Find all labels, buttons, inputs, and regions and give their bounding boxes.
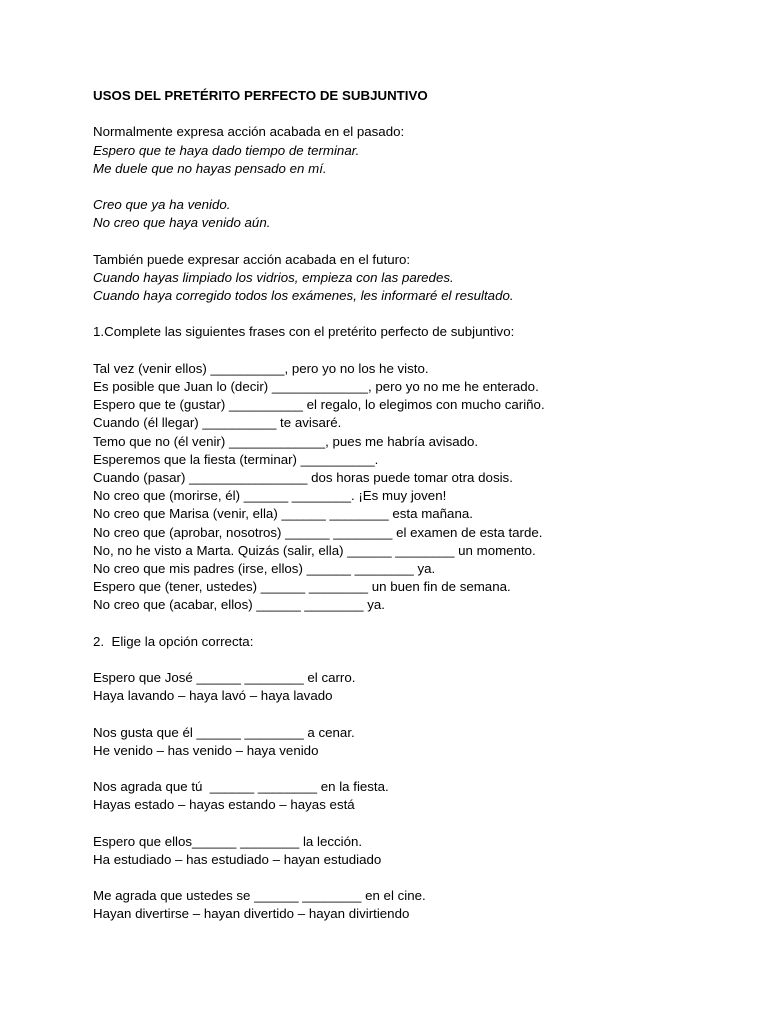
exercise1-item: Espero que te (gustar) __________ el regalo, lo elegimos con mucho cariño. (93, 397, 545, 413)
spacer (93, 815, 733, 833)
exercise1-item: Es posible que Juan lo (decir) _____________, pero yo no me he enterado. (93, 379, 539, 394)
exercise1-item: Tal vez (venir ellos) __________, pero yo no los he visto. (93, 360, 429, 376)
past-usage-heading: Normalmente expresa acción acabada en el pasado: (93, 124, 405, 140)
exercise2-sentence: Me agrada que ustedes se ______ ________ en el cine. (93, 888, 426, 904)
exercise1-item: Temo que no (él venir) _____________, pues me habría avisado. (93, 433, 479, 449)
exercise2-options: Haya lavando – haya lavó – haya lavado (93, 688, 333, 704)
example-sentence: No creo que haya venido aún. (93, 215, 271, 231)
future-usage-heading: También puede expresar acción acabada en el futuro: (93, 251, 411, 267)
spacer (93, 305, 733, 323)
spacer (93, 614, 733, 632)
exercise1-item: Espero que (tener, ustedes) ______ ________ un buen fin de semana. (93, 579, 511, 595)
spacer (93, 651, 733, 669)
spacer (93, 342, 733, 360)
spacer (93, 705, 733, 723)
exercise2-sentence: Nos agrada que tú ______ ________ en la fiesta. (93, 779, 389, 795)
exercise1-item: Cuando (pasar) ________________ dos horas puede tomar otra dosis. (93, 469, 513, 485)
document-body (93, 87, 733, 924)
exercise1-item: Cuando (él llegar) __________ te avisaré. (93, 415, 342, 431)
page-title: USOS DEL PRETÉRITO PERFECTO DE SUBJUNTIVO (93, 88, 428, 103)
exercise1-item: Esperemos que la fiesta (terminar) __________. (93, 451, 379, 467)
exercise2-sentence: Espero que José ______ ________ el carro. (93, 670, 356, 685)
exercise1-item: No creo que (acabar, ellos) ______ ________ ya. (93, 597, 385, 613)
exercise2-heading: 2. Elige la opción correcta: (93, 633, 254, 649)
exercise2-options: Hayan divertirse – hayan divertido – hayan divirtiendo (93, 906, 410, 922)
exercise1-item: No, no he visto a Marta. Quizás (salir, ella) ______ ________ un momento. (93, 542, 536, 558)
spacer (93, 869, 733, 887)
exercise1-item: No creo que Marisa (venir, ella) ______ ________ esta mañana. (93, 506, 473, 522)
example-sentence: Espero que te haya dado tiempo de terminar. (93, 142, 360, 158)
exercise2-sentence: Nos gusta que él ______ ________ a cenar. (93, 724, 355, 740)
example-sentence: Me duele que no hayas pensado en mí. (93, 160, 327, 176)
spacer (93, 233, 733, 251)
exercise1-item: No creo que (aprobar, nosotros) ______ ________ el examen de esta tarde. (93, 524, 543, 540)
spacer (93, 178, 733, 196)
example-sentence: Creo que ya ha venido. (93, 197, 231, 213)
spacer (93, 760, 733, 778)
exercise1-heading: 1.Complete las siguientes frases con el pretérito perfecto de subjuntivo: (93, 324, 515, 340)
exercise2-sentence: Espero que ellos______ ________ la lección. (93, 833, 363, 849)
exercise2-options: Hayas estado – hayas estando – hayas está (93, 797, 355, 813)
exercise2-options: He venido – has venido – haya venido (93, 742, 319, 758)
exercise1-item: No creo que mis padres (irse, ellos) ______ ________ ya. (93, 560, 436, 576)
example-sentence: Cuando hayas limpiado los vidrios, empieza con las paredes. (93, 269, 454, 285)
exercise2-options: Ha estudiado – has estudiado – hayan estudiado (93, 851, 382, 867)
example-sentence: Cuando haya corregido todos los exámenes, les informaré el resultado. (93, 288, 514, 304)
exercise1-item: No creo que (morirse, él) ______ ________. ¡Es muy joven! (93, 488, 447, 504)
spacer (93, 105, 733, 123)
